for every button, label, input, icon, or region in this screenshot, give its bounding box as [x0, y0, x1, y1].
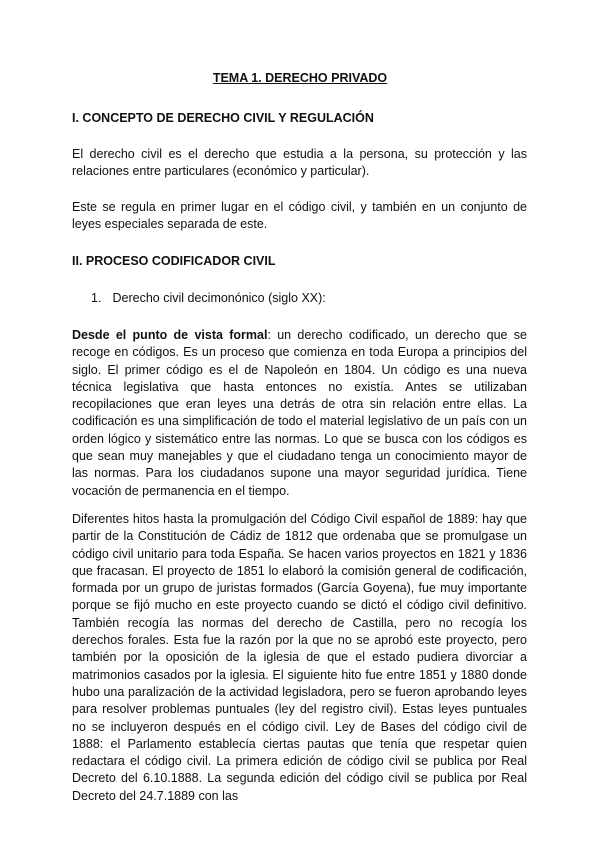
list-item-text: Derecho civil decimonónico (siglo XX):: [112, 291, 326, 305]
list-item: [91, 291, 326, 305]
section-heading-proceso: II. PROCESO CODIFICADOR CIVIL: [72, 254, 276, 268]
paragraph-punto-de-vista-formal: [72, 327, 527, 500]
bold-lead: Desde el punto de vista formal: [72, 328, 268, 342]
paragraph-definicion: El derecho civil es el derecho que estudia a la persona, su protección y las relaciones entre particulares (económico y particular).: [72, 147, 527, 179]
paragraph-regulacion: Este se regula en primer lugar en el código civil, y también en un conjunto de leyes especiales separada de este.: [72, 200, 527, 232]
list-number: 1.: [91, 291, 102, 305]
paragraph-text: : un derecho codificado, un derecho que se recoge en códigos. Es un proceso que comienza en toda Europa a principios del siglo. El primer código es el de Napoleón en 1804. Un código es una nueva técnica legislativa que hasta entonces no existía. Antes se utilizaban recopilaciones que eran leyes una detrás de otra sin relación entre ellas. La codificación es una simplificación de todo el material legislativo de un país con un orden lógico y sistemático entre las normas. Lo que se busca con los códigos es que sean muy manejables y que el ciudadano tenga un conocimiento mayor de las normas. Para los ciudadanos supone una mayor seguridad jurídica. Tiene vocación de permanencia en el tiempo.: [72, 328, 527, 498]
paragraph-hitos: Diferentes hitos hasta la promulgación del Código Civil español de 1889: hay que partir de la Constitución de Cádiz de 1812 que ordenaba que se promulgase un código civil unitario para toda España. Se hacen varios proyectos en 1821 y 1836 que fracasan. El proyecto de 1851 lo elaboró la comisión general de codificación, formada por un grupo de juristas formados (García Goyena), fue muy importante porque se fijó mucho en este proyecto cuando se dictó el código civil definitivo. También recogía las normas del derecho de Castilla, pero no recogía los derechos forales. Esta fue la razón por la que no se aprobó este proyecto, pero también por la oposición de la iglesia de que el estado pudiera divorciar a matrimonios casados por la iglesia. El siguiente hito fue entre 1851 y 1880 donde hubo una paralización de la actividad legisladora, pero se fueron aprobando leyes para resolver problemas puntuales (ley del registro civil). Estas leyes puntuales no se incluyeron después en el código civil. Ley de Bases del código civil de 1888: el Parlamento establecía ciertas pautas que tenía que respetar quien redactara el código civil. La primera edición de código civil se publica por Real Decreto del 6.10.1888. La segunda edición del código civil se publica por Real Decreto del 24.7.1889 con las: [72, 512, 527, 803]
section-heading-concepto: I. CONCEPTO DE DERECHO CIVIL Y REGULACIÓN: [72, 111, 374, 125]
document-title: TEMA 1. DERECHO PRIVADO: [212, 71, 388, 85]
